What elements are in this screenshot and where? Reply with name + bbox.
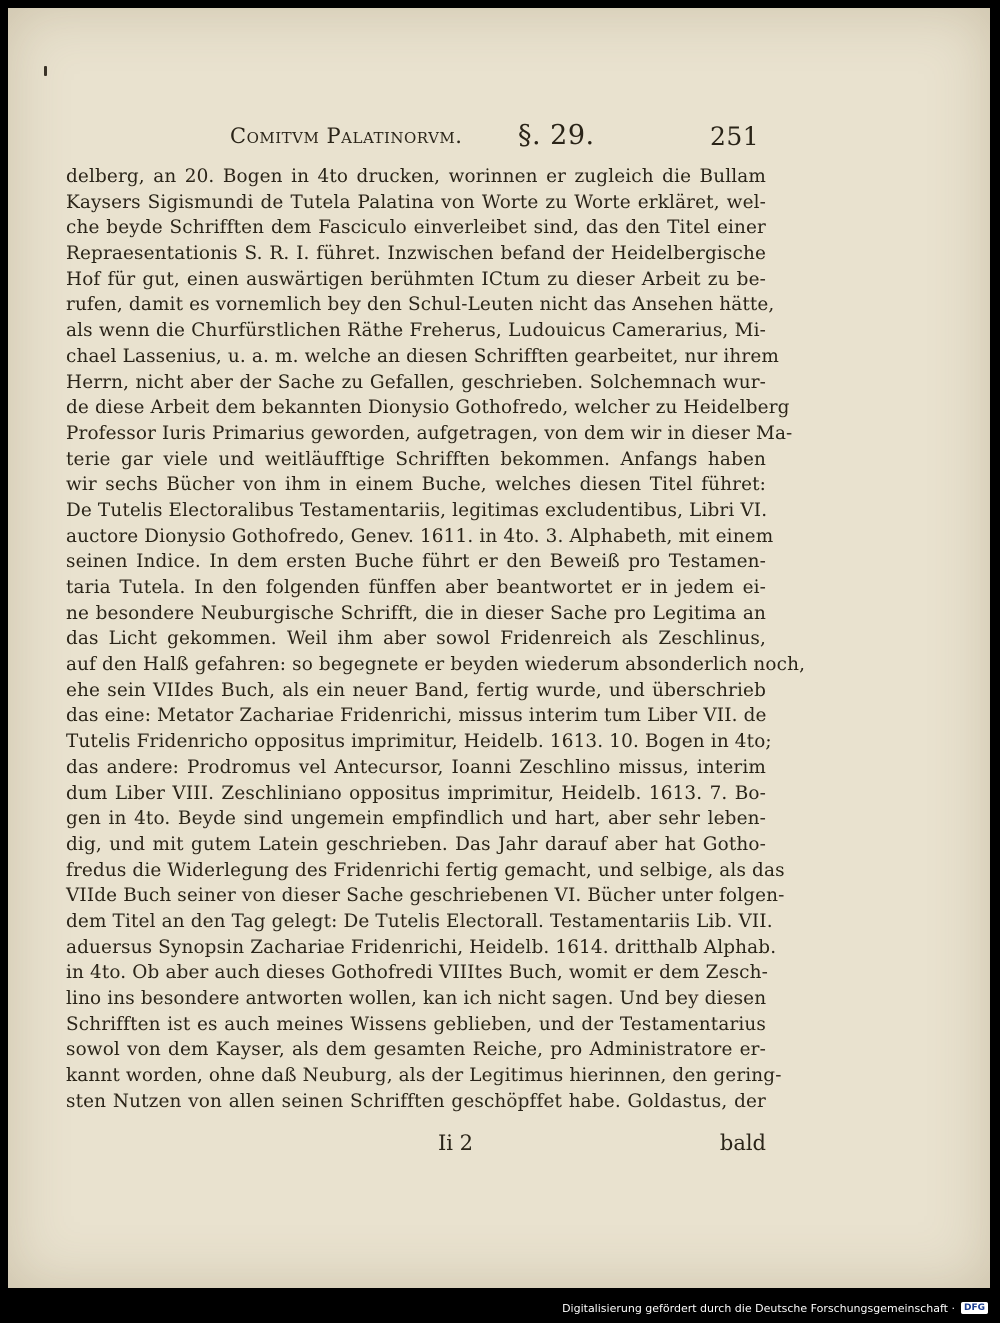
body-text <box>66 164 806 1114</box>
text-line: auf den Halß gefahren: so begegnete er beyden wiederum absonderlich noch, <box>66 654 806 676</box>
text-line: sowol von dem Kayser, als dem gesamten Reiche, pro Administratore er- <box>66 1039 766 1061</box>
text-line: chael Lassenius, u. a. m. welche an diesen Schrifften gearbeitet, nur ihrem <box>66 345 779 367</box>
text-line: VIIde Buch seiner von dieser Sache geschriebenen VI. Bücher unter folgen- <box>66 885 785 907</box>
text-line: das Licht gekommen. Weil ihm aber sowol Fridenreich als Zeschlinus, <box>66 628 766 650</box>
text-line: fredus die Widerlegung des Fridenrichi fertig gemacht, und selbige, als das <box>66 859 785 881</box>
credit-text: Digitalisierung gefördert durch die Deutsche Forschungsgemeinschaft · <box>562 1301 955 1315</box>
text-line: kannt worden, ohne daß Neuburg, als der Legitimus hierinnen, den gering- <box>66 1065 782 1087</box>
section-number: §. 29. <box>518 120 595 151</box>
text-line: das andere: Prodromus vel Antecursor, Ioanni Zeschlino missus, interim <box>66 756 766 778</box>
text-line: Hof für gut, einen auswärtigen berühmten ICtum zu dieser Arbeit zu be- <box>66 268 766 290</box>
signature-mark: Ii 2 <box>438 1131 474 1155</box>
running-header <box>208 120 768 152</box>
catchword: bald <box>719 1131 766 1155</box>
text-line: Kaysers Sigismundi de Tutela Palatina von Worte zu Worte erkläret, wel- <box>66 191 766 213</box>
text-line: De Tutelis Electoralibus Testamentariis, legitimas excludentibus, Libri VI. <box>66 499 768 521</box>
text-line: Tutelis Fridenricho oppositus imprimitur, Heidelb. 1613. 10. Bogen in 4to; <box>66 731 772 753</box>
text-line: sten Nutzen von allen seinen Schrifften geschöpffet habe. Goldastus, der <box>66 1090 766 1112</box>
text-line: Schrifften ist es auch meines Wissens geblieben, und der Testamentarius <box>66 1013 766 1035</box>
text-line: Herrn, nicht aber der Sache zu Gefallen, geschrieben. Solchemnach wur- <box>66 371 766 393</box>
text-line: seinen Indice. In dem ersten Buche führt er den Beweiß pro Testamen- <box>66 551 766 573</box>
page-number: 251 <box>710 122 760 151</box>
text-line: dum Liber VIII. Zeschliniano oppositus imprimitur, Heidelb. 1613. 7. Bo- <box>66 782 766 804</box>
header-title: Comitvm Palatinorvm. <box>230 124 463 148</box>
text-line: rufen, damit es vornemlich bey den Schul-Leuten nicht das Ansehen hätte, <box>66 294 775 316</box>
text-line: das eine: Metator Zachariae Fridenrichi, missus interim tum Liber VII. de <box>66 705 767 727</box>
digitization-credit <box>562 1297 988 1319</box>
text-line: Professor Iuris Primarius geworden, aufgetragen, von dem wir in dieser Ma- <box>66 422 793 444</box>
text-line: auctore Dionysio Gothofredo, Genev. 1611. in 4to. 3. Alphabeth, mit einem <box>66 525 774 547</box>
text-line: Repraesentationis S. R. I. führet. Inzwischen befand der Heidelbergische <box>66 243 766 265</box>
text-line: delberg, an 20. Bogen in 4to drucken, worinnen er zugleich die Bullam <box>66 166 766 187</box>
text-line: dig, und mit gutem Latein geschrieben. Das Jahr darauf aber hat Gotho- <box>66 833 766 855</box>
text-line: gen in 4to. Beyde sind ungemein empfindlich und hart, aber sehr leben- <box>66 808 766 830</box>
book-page <box>8 8 990 1288</box>
text-line: ne besondere Neuburgische Schrifft, die in dieser Sache pro Legitima an <box>66 602 766 624</box>
text-line: als wenn die Churfürstlichen Räthe Freherus, Ludouicus Camerarius, Mi- <box>66 320 766 342</box>
text-line: terie gar viele und weitläufftige Schrifften bekommen. Anfangs haben <box>66 448 766 470</box>
text-line: aduersus Synopsin Zachariae Fridenrichi, Heidelb. 1614. dritthalb Alphab. <box>66 936 777 958</box>
text-line: wir sechs Bücher von ihm in einem Buche, welches diesen Titel führet: <box>66 474 766 496</box>
margin-mark <box>44 66 47 76</box>
page-footer <box>66 1131 766 1161</box>
dfg-logo: DFG <box>961 1302 988 1314</box>
text-line: de diese Arbeit dem bekannten Dionysio Gothofredo, welcher zu Heidelberg <box>66 397 790 419</box>
text-line: in 4to. Ob aber auch dieses Gothofredi VIIItes Buch, womit er dem Zesch- <box>66 962 768 984</box>
text-line: taria Tutela. In den folgenden fünffen aber beantwortet er in jedem ei- <box>66 577 766 598</box>
text-line: che beyde Schrifften dem Fasciculo einverleibet sind, das den Titel einer <box>66 217 766 239</box>
text-line: lino ins besondere antworten wollen, kan ich nicht sagen. Und bey diesen <box>66 988 767 1009</box>
text-line: dem Titel an den Tag gelegt: De Tutelis Electorall. Testamentariis Lib. VII. <box>66 910 773 932</box>
text-line: ehe sein VIIdes Buch, als ein neuer Band, fertig wurde, und überschrieb <box>66 679 766 701</box>
